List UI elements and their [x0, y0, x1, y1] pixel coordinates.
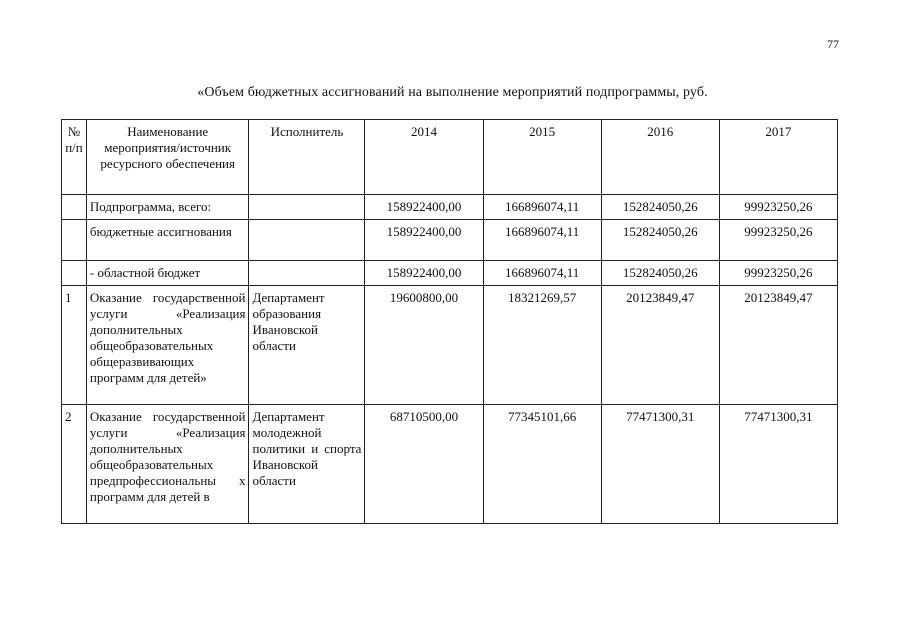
row-2017: 99923250,26: [719, 220, 837, 261]
header-2016: 2016: [601, 120, 719, 195]
row-2014: 158922400,00: [365, 261, 483, 286]
table-header-row: [62, 120, 838, 195]
row-num: 1: [62, 286, 87, 405]
row-2014: 158922400,00: [365, 195, 483, 220]
table-row: [62, 261, 838, 286]
header-name: Наименование мероприятия/источник ресурсного обеспечения: [86, 120, 249, 195]
header-2017: 2017: [719, 120, 837, 195]
row-2017: 20123849,47: [719, 286, 837, 405]
row-2016: 20123849,47: [601, 286, 719, 405]
table-row: [62, 405, 838, 524]
row-2017: 77471300,31: [719, 405, 837, 524]
row-2014: 19600800,00: [365, 286, 483, 405]
row-2017: 99923250,26: [719, 261, 837, 286]
row-executor: [249, 195, 365, 220]
row-2015: 166896074,11: [483, 195, 601, 220]
row-name: Подпрограмма, всего:: [86, 195, 249, 220]
row-executor: [249, 261, 365, 286]
document-title: «Объем бюджетных ассигнований на выполнение мероприятий подпрограммы, руб.: [197, 85, 708, 100]
row-name: бюджетные ассигнования: [86, 220, 249, 261]
table-row: [62, 220, 838, 261]
row-2015: 166896074,11: [483, 261, 601, 286]
header-2014: 2014: [365, 120, 483, 195]
table-row: [62, 195, 838, 220]
row-name: Оказание государственной услуги «Реализация дополнительных общеобразовательных общеразвивающих программ для детей»: [86, 286, 249, 405]
row-num: [62, 220, 87, 261]
row-executor: [249, 220, 365, 261]
row-executor: Департамент образования Ивановской области: [249, 286, 365, 405]
row-2016: 152824050,26: [601, 195, 719, 220]
row-num: [62, 261, 87, 286]
row-num: [62, 195, 87, 220]
row-name: Оказание государственной услуги «Реализация дополнительных общеобразовательных предпрофессиональны х программ для детей в: [86, 405, 249, 524]
row-executor: Департамент молодежной политики и спорта Ивановской области: [249, 405, 365, 524]
row-2016: 152824050,26: [601, 220, 719, 261]
budget-table: [61, 119, 838, 524]
row-num: 2: [62, 405, 87, 524]
header-executor: Исполнитель: [249, 120, 365, 195]
row-2015: 18321269,57: [483, 286, 601, 405]
row-2016: 77471300,31: [601, 405, 719, 524]
row-2017: 99923250,26: [719, 195, 837, 220]
row-2015: 77345101,66: [483, 405, 601, 524]
row-name: - областной бюджет: [86, 261, 249, 286]
header-num: № п/п: [62, 120, 87, 195]
row-2016: 152824050,26: [601, 261, 719, 286]
row-2015: 166896074,11: [483, 220, 601, 261]
page-number: 77: [827, 37, 839, 51]
row-2014: 68710500,00: [365, 405, 483, 524]
table-row: [62, 286, 838, 405]
header-2015: 2015: [483, 120, 601, 195]
row-2014: 158922400,00: [365, 220, 483, 261]
